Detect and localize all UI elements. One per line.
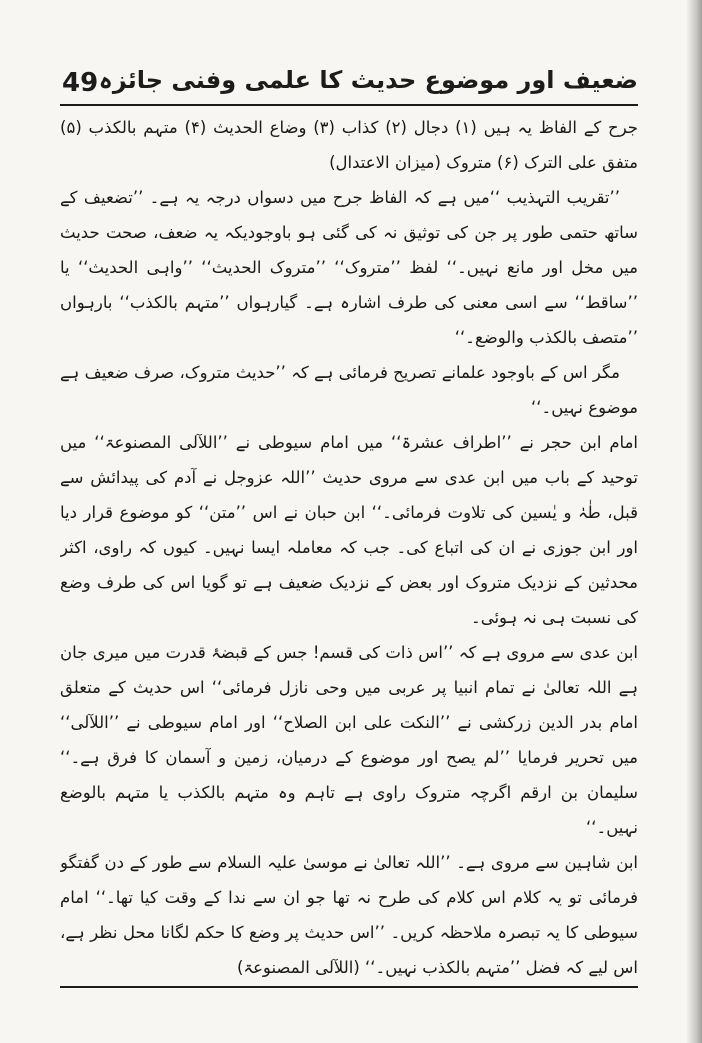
paragraph-taqrib: ’’تقریب التہذیب ‘‘میں ہے کہ الفاظ جرح میں دسواں درجہ یہ ہے۔ ’’تضعیف کے ساتھ حتمی طور پر جن کی توثیق نہ کی گئی ہو باوجودیکہ یہ ضعف، صحت حدیث میں مخل اور مانع نہیں۔‘‘ لفظ ’’متروک‘‘ ’’متروک الحدیث‘‘ ’’واہی الحدیث‘‘ یا ’’ساقط‘‘ سے اسی معنی کی طرف اشارہ ہے۔ گیارہواں ’’متہم بالکذب‘‘ بارہواں ’’متصف بالکذب والوضع۔‘‘ <box>60 188 638 347</box>
header-divider <box>60 104 638 106</box>
paragraph-ibn-adi: ابن عدی سے مروی ہے کہ ’’اس ذات کی قسم! جس کے قبضۂ قدرت میں میری جان ہے اللہ تعالیٰ نے تمام انبیا پر عربی میں وحی نازل فرمائی‘‘ اس حدیث کے متعلق امام بدر الدین زرکشی نے ’’النکت علی ابن الصلاح‘‘ اور امام سیوطی نے ’’اللآلی‘‘ میں تحریر فرمایا ’’لم یصح اور موضوع کے درمیان، زمین و آسمان کا فرق ہے۔‘‘ سلیمان بن ارقم اگرچہ متروک راوی ہے تاہم وہ متہم بالکذب یا متہم بالوضع نہیں۔‘‘ <box>60 643 638 837</box>
paragraph-ibn-hajar: امام ابن حجر نے ’’اطراف عشرۃ‘‘ میں امام سیوطی نے ’’اللآلی المصنوعۃ‘‘ میں توحید کے باب میں ابن عدی سے مروی حدیث ’’اللہ عزوجل نے آدم کی پیدائش سے قبل، طٰہٰ و یٰسین کی تلاوت فرمائی۔‘‘ ابن حبان نے اس ’’متن‘‘ کو موضوع قرار دیا اور ابن جوزی نے ان کی اتباع کی۔ جب کہ معاملہ ایسا نہیں۔ کیوں کہ راوی، اکثر محدثین کے نزدیک متروک اور بعض کے نزدیک ضعیف ہے تو گویا اس کی طرف وضع کی نسبت ہی نہ ہوئی۔ <box>60 433 638 627</box>
running-title: ضعیف اور موضوع حدیث کا علمی وفنی جائزہ <box>98 66 638 94</box>
body-text <box>60 110 638 980</box>
page-number: 49 <box>62 68 99 98</box>
binding-shadow <box>686 0 702 1043</box>
paragraph-ibn-shahin: ابن شاہین سے مروی ہے۔ ’’اللہ تعالیٰ نے موسیٰ علیہ السلام سے طور کے دن گفتگو فرمائی تو یہ کلام اس کلام کی طرح نہ تھا جو ان سے ندا کے وقت کیا تھا۔‘‘ امام سیوطی کا یہ تبصرہ ملاحظہ کریں۔ ’’اس حدیث پر وضع کا حکم لگانا محل نظر ہے، اس لیے کہ فضل ’’متہم بالکذب نہیں۔‘‘ (اللآلی المصنوعۃ) <box>60 853 638 977</box>
paragraph-jarh-terms: جرح کے الفاظ یہ ہیں (۱) دجال (۲) کذاب (۳) وضاع الحدیث (۴) متہم بالکذب (۵) متفق علی الترک (۶) متروک (میزان الاعتدال) <box>60 118 638 172</box>
footer-divider <box>60 986 638 988</box>
paragraph-ulama-clarification: مگر اس کے باوجود علمانے تصریح فرمائی ہے کہ ’’حدیث متروک، صرف ضعیف ہے موضوع نہیں۔‘‘ <box>60 363 638 417</box>
